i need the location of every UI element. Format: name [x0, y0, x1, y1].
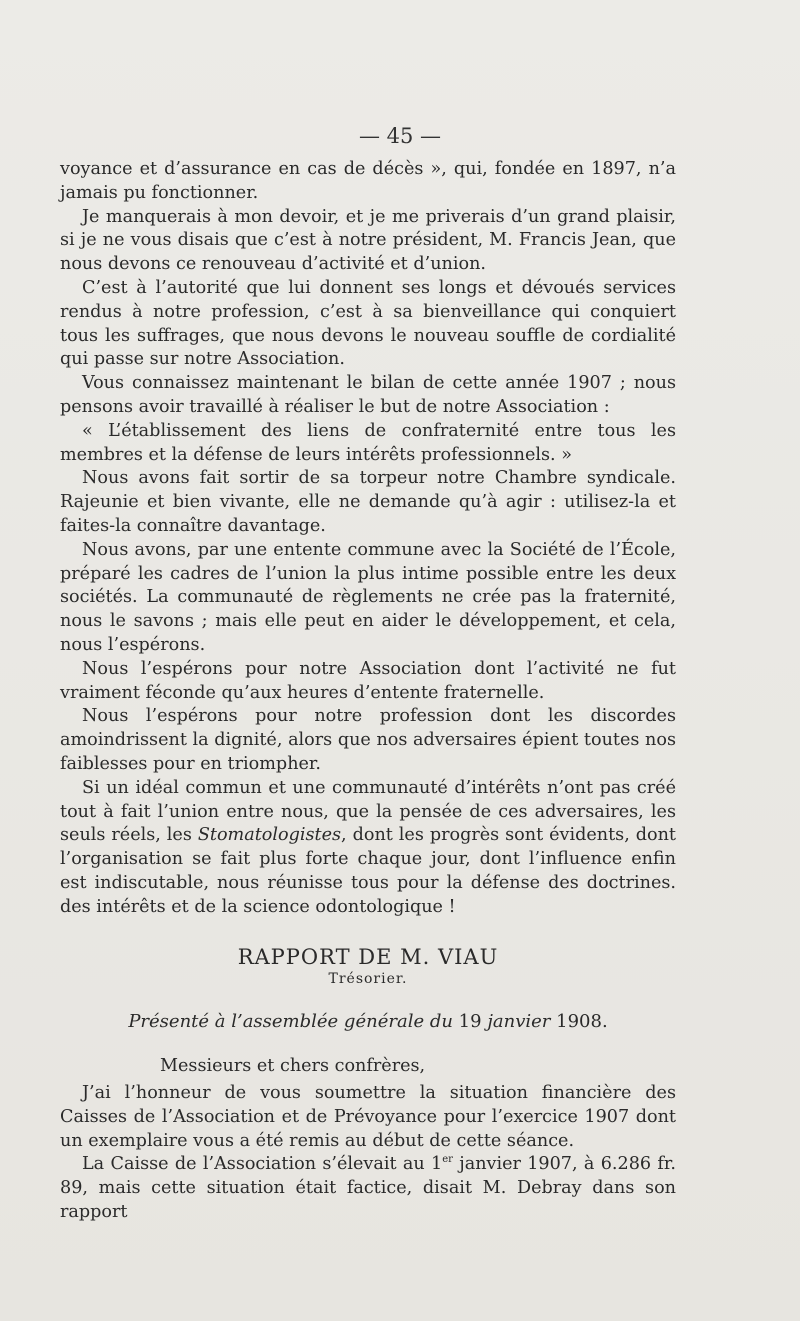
paragraph: Nous l’espérons pour notre profession dont les discordes amoindrissent la dignité, alors que nos adversaires épient toutes nos faiblesses pour en triompher.: [60, 706, 676, 774]
report-body: [60, 1082, 676, 1225]
report-section: [60, 944, 676, 1225]
text-run: La Caisse de l’Association s’élevait au 1: [82, 1154, 443, 1175]
text-run: Si un idéal commun et une communauté d’intérêts n’ont pas créé tout à fait l’union entre nous, que la pensée de ces adversaires, les seuls réels, les: [60, 777, 676, 846]
page-number: — 45 —: [358, 124, 442, 148]
italic-term: Stomatologistes: [197, 825, 342, 846]
paragraph: Nous avons fait sortir de sa torpeur notre Chambre syndicale. Rajeunie et bien vivante, elle ne demande qu’à agir : utilisez-la et faites-la connaître davantage.: [60, 468, 676, 536]
paragraph: C’est à l’autorité que lui donnent ses longs et dévoués services rendus à notre profession, c’est à sa bienveillance qui conquiert tous les suffrages, que nous devons le nouveau souffle de cordialité qui passe sur notre Association.: [60, 277, 676, 370]
paragraph: Nous avons, par une entente commune avec la Société de l’École, préparé les cadres de l’union la plus intime possible entre les deux sociétés. La communauté de règlements ne crée pas la fraternité, nous le savons ; mais elle peut en aider le développement, et cela, nous l’espérons.: [60, 539, 676, 655]
text-run: , dont les progrès sont évidents, dont l’organisation se fait plus forte chaque jour, dont l’influence enfin est indiscutable, nous réunisse tous pour la défense des doctrines. des intérêts et de la science odontologique !: [60, 825, 676, 917]
paragraph: voyance et d’assurance en cas de décès », qui, fondée en 1897, n’a jamais pu fonctionner.: [60, 159, 676, 203]
section-subtitle: Trésorier.: [328, 971, 408, 987]
paragraph: J’ai l’honneur de vous soumettre la situation financière des Caisses de l’Association et de Prévoyance pour l’exercice 1907 dont un exemplaire vous a été remis au début de cette séance.: [60, 1083, 676, 1151]
presented-date: 19: [458, 1011, 482, 1032]
presented-year: 1908.: [556, 1011, 608, 1032]
presented-month: janvier: [487, 1011, 551, 1032]
text-run: janvier 1907, à 6.286 fr. 89, mais cette situation était factice, disait M. Debray dans son rapport: [60, 1154, 677, 1222]
main-text: [60, 158, 676, 920]
presented-prefix: Présenté à l’assemblée générale du: [128, 1011, 453, 1032]
paragraph: Nous l’espérons pour notre Association dont l’activité ne fut vraiment féconde qu’aux heures d’entente fraternelle.: [60, 658, 676, 703]
superscript: er: [442, 1154, 453, 1166]
paragraph: Vous connaissez maintenant le bilan de cette année 1907 ; nous pensons avoir travaillé à réaliser le but de notre Association :: [60, 373, 676, 417]
presented-line: [60, 1010, 676, 1034]
paragraph: [60, 1153, 676, 1224]
paragraph-last: [60, 777, 676, 920]
salutation: Messieurs et chers confrères,: [160, 1056, 426, 1076]
section-title: RAPPORT DE M. VIAU: [237, 945, 499, 969]
paragraph-quote: « L’établissement des liens de confraternité entre tous les membres et la défense de leurs intérêts professionnels. »: [60, 420, 676, 465]
paragraph: Je manquerais à mon devoir, et je me priverais d’un grand plaisir, si je ne vous disais que c’est à notre président, M. Francis Jean, que nous devons ce renouveau d’activité et d’union.: [60, 206, 676, 275]
